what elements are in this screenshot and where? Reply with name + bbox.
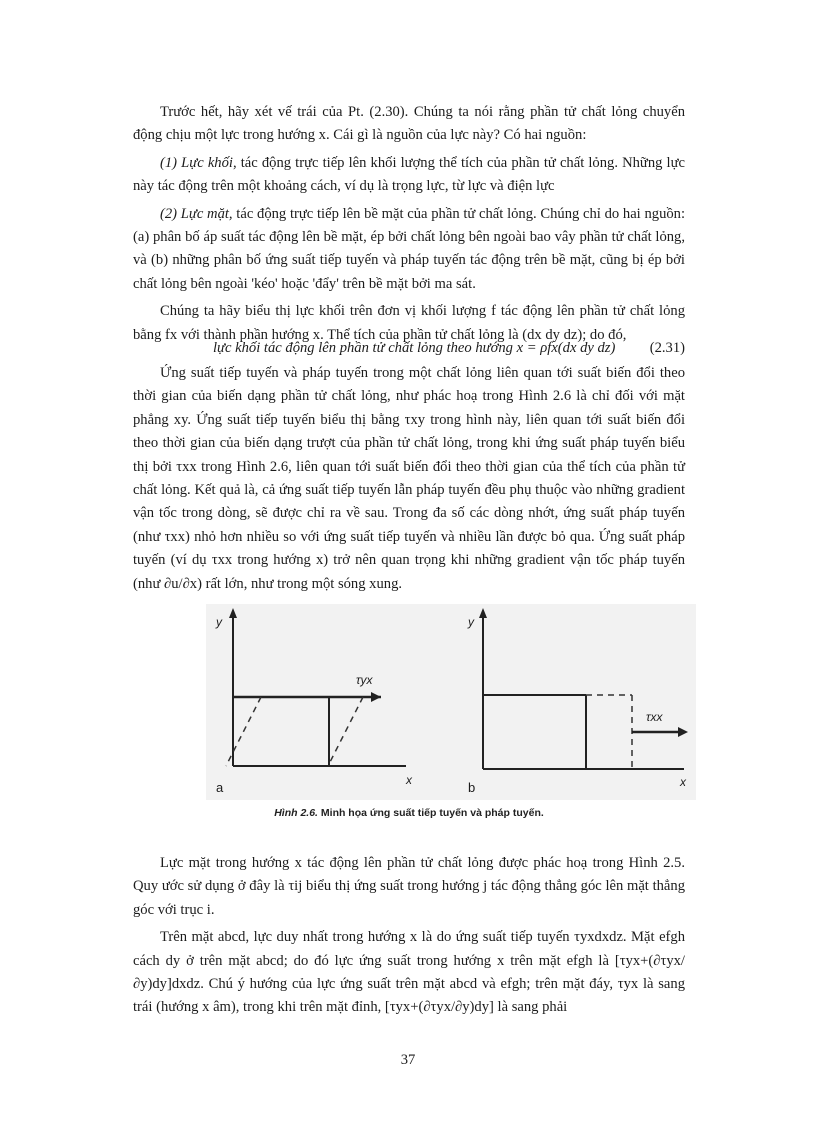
panel-a-y-label: y	[216, 615, 222, 629]
panel-b-label: b	[468, 780, 476, 795]
body-force-term: (1) Lực khối	[160, 154, 233, 171]
figure-diagram	[206, 604, 696, 800]
figure-caption-text: Minh họa ứng suất tiếp tuyến và pháp tuyến.	[317, 807, 544, 819]
paragraph-abcd-face: Trên mặt abcd, lực duy nhất trong hướng x là do ứng suất tiếp tuyến τyxdxdz. Mặt efgh cách dy ở trên mặt abcd; do đó lực ứng suất trong hướng x trên mặt efgh là [τyx+(∂τyx/∂y)dy]dxdz. Chú ý hướng của lực ứng suất trên mặt abcd và efgh; trên mặt đáy, τyx là sang trái (hướng x âm), trong khi trên mặt đỉnh, [τyx+(∂τyx/∂y)dy] là sang phải	[133, 929, 685, 1016]
panel-a-stress-label: τyx	[356, 673, 373, 687]
page-number: 37	[400, 1052, 416, 1068]
equation-number: (2.31)	[649, 340, 685, 356]
paragraph-surface-force: (2) Lực mặt, tác động trực tiếp lên bề mặt của phần tử chất lỏng. Chúng chỉ do hai nguồn: (a) phân bố áp suất tác động lên bề mặt, ép bởi chất lỏng bên ngoài bao vây phần tử chất lỏng, và (b) những phân bố ứng suất tiếp tuyến và pháp tuyến tác động trên bề mặt, cũng bị ép bởi chất lỏng bên ngoài 'kéo' hoặc 'đẩy' trên bề mặt bởi ma sát.	[133, 205, 686, 292]
panel-a-label: a	[216, 780, 224, 795]
figure-2-6	[206, 604, 696, 800]
panel-b-y-label: y	[468, 615, 474, 629]
panel-a-shear-arrow-icon	[371, 692, 381, 702]
paragraph-body-force: (1) Lực khối, tác động trực tiếp lên khối lượng thể tích của phần tử chất lỏng. Những lực này tác động trên một khoảng cách, ví dụ là trọng lực, từ lực và điện lực	[133, 154, 685, 195]
panel-b-normal-arrow-icon	[678, 727, 688, 737]
figure-caption-prefix: Hình 2.6.	[274, 807, 318, 819]
panel-a-deformed-right-edge	[328, 697, 363, 766]
panel-a-x-label: x	[406, 773, 412, 787]
panel-b-y-arrow-icon	[479, 608, 487, 618]
panel-b	[467, 608, 688, 795]
figure-caption	[133, 807, 685, 819]
body-text-top	[133, 101, 685, 347]
paragraph-intro: Trước hết, hãy xét vế trái của Pt. (2.30). Chúng ta nói rằng phần tử chất lỏng chuyển động chịu một lực trong hướng x. Cái gì là nguồn của lực này? Có hai nguồn:	[133, 104, 685, 144]
panel-b-stress-label: τxx	[646, 710, 663, 724]
equation-2-31	[213, 340, 685, 357]
panel-b-x-label: x	[680, 775, 686, 789]
panel-a-deformed-left-edge	[226, 697, 261, 766]
body-text-middle	[133, 362, 685, 596]
body-text-bottom	[133, 852, 685, 1020]
paragraph-stresses: Ứng suất tiếp tuyến và pháp tuyến trong một chất lỏng liên quan tới suất biến đổi theo thời gian của biến dạng phần tử chất lỏng, như phác hoạ trong Hình 2.6 là chỉ đối với mặt phẳng xy. Ứng suất tiếp tuyến biểu thị bằng τxy trong hình này, liên quan tới suất biến đổi theo thời gian của biến dạng trượt của phần tử chất lỏng, trong khi ứng suất pháp tuyến biểu thị bởi τxx trong Hình 2.6, liên quan tới suất biến đổi theo thời gian của thể tích của phần tử chất lỏng. Kết quả là, cả ứng suất tiếp tuyến lẫn pháp tuyến đều phụ thuộc vào những gradient vận tốc trong dòng, sẽ được chỉ ra về sau. Trong đa số các dòng nhớt, ứng suất pháp tuyến (như τxx) nhỏ hơn nhiều so với ứng suất tiếp tuyến và nhiều lần được bỏ qua. Ứng suất pháp tuyến (ví dụ τxx trong hướng x) trở nên quan trọng khi những gradient vận tốc pháp tuyến (như ∂u/∂x) rất lớn, như trong một sóng xung.	[133, 365, 685, 592]
panel-a-y-arrow-icon	[229, 608, 237, 618]
paragraph-body-force-per-mass: Chúng ta hãy biểu thị lực khối trên đơn vị khối lượng f tác động lên phần tử chất lỏng bằng fx với thành phần hướng x. Thể tích của phần tử chất lỏng là (dx dy dz); do đó,	[133, 303, 685, 343]
panel-a	[215, 608, 413, 795]
equation-text: lực khối tác động lên phần tử chất lỏng theo hướng x = ρfx(dx dy dz)	[213, 340, 616, 356]
paragraph-surface-force-x: Lực mặt trong hướng x tác động lên phần tử chất lỏng được phác hoạ trong Hình 2.5. Quy ước sử dụng ở đây là τij biểu thị ứng suất trong hướng j tác động thẳng góc lên mặt thẳng góc với trục i.	[133, 855, 685, 918]
surface-force-term: (2) Lực mặt,	[160, 205, 233, 222]
